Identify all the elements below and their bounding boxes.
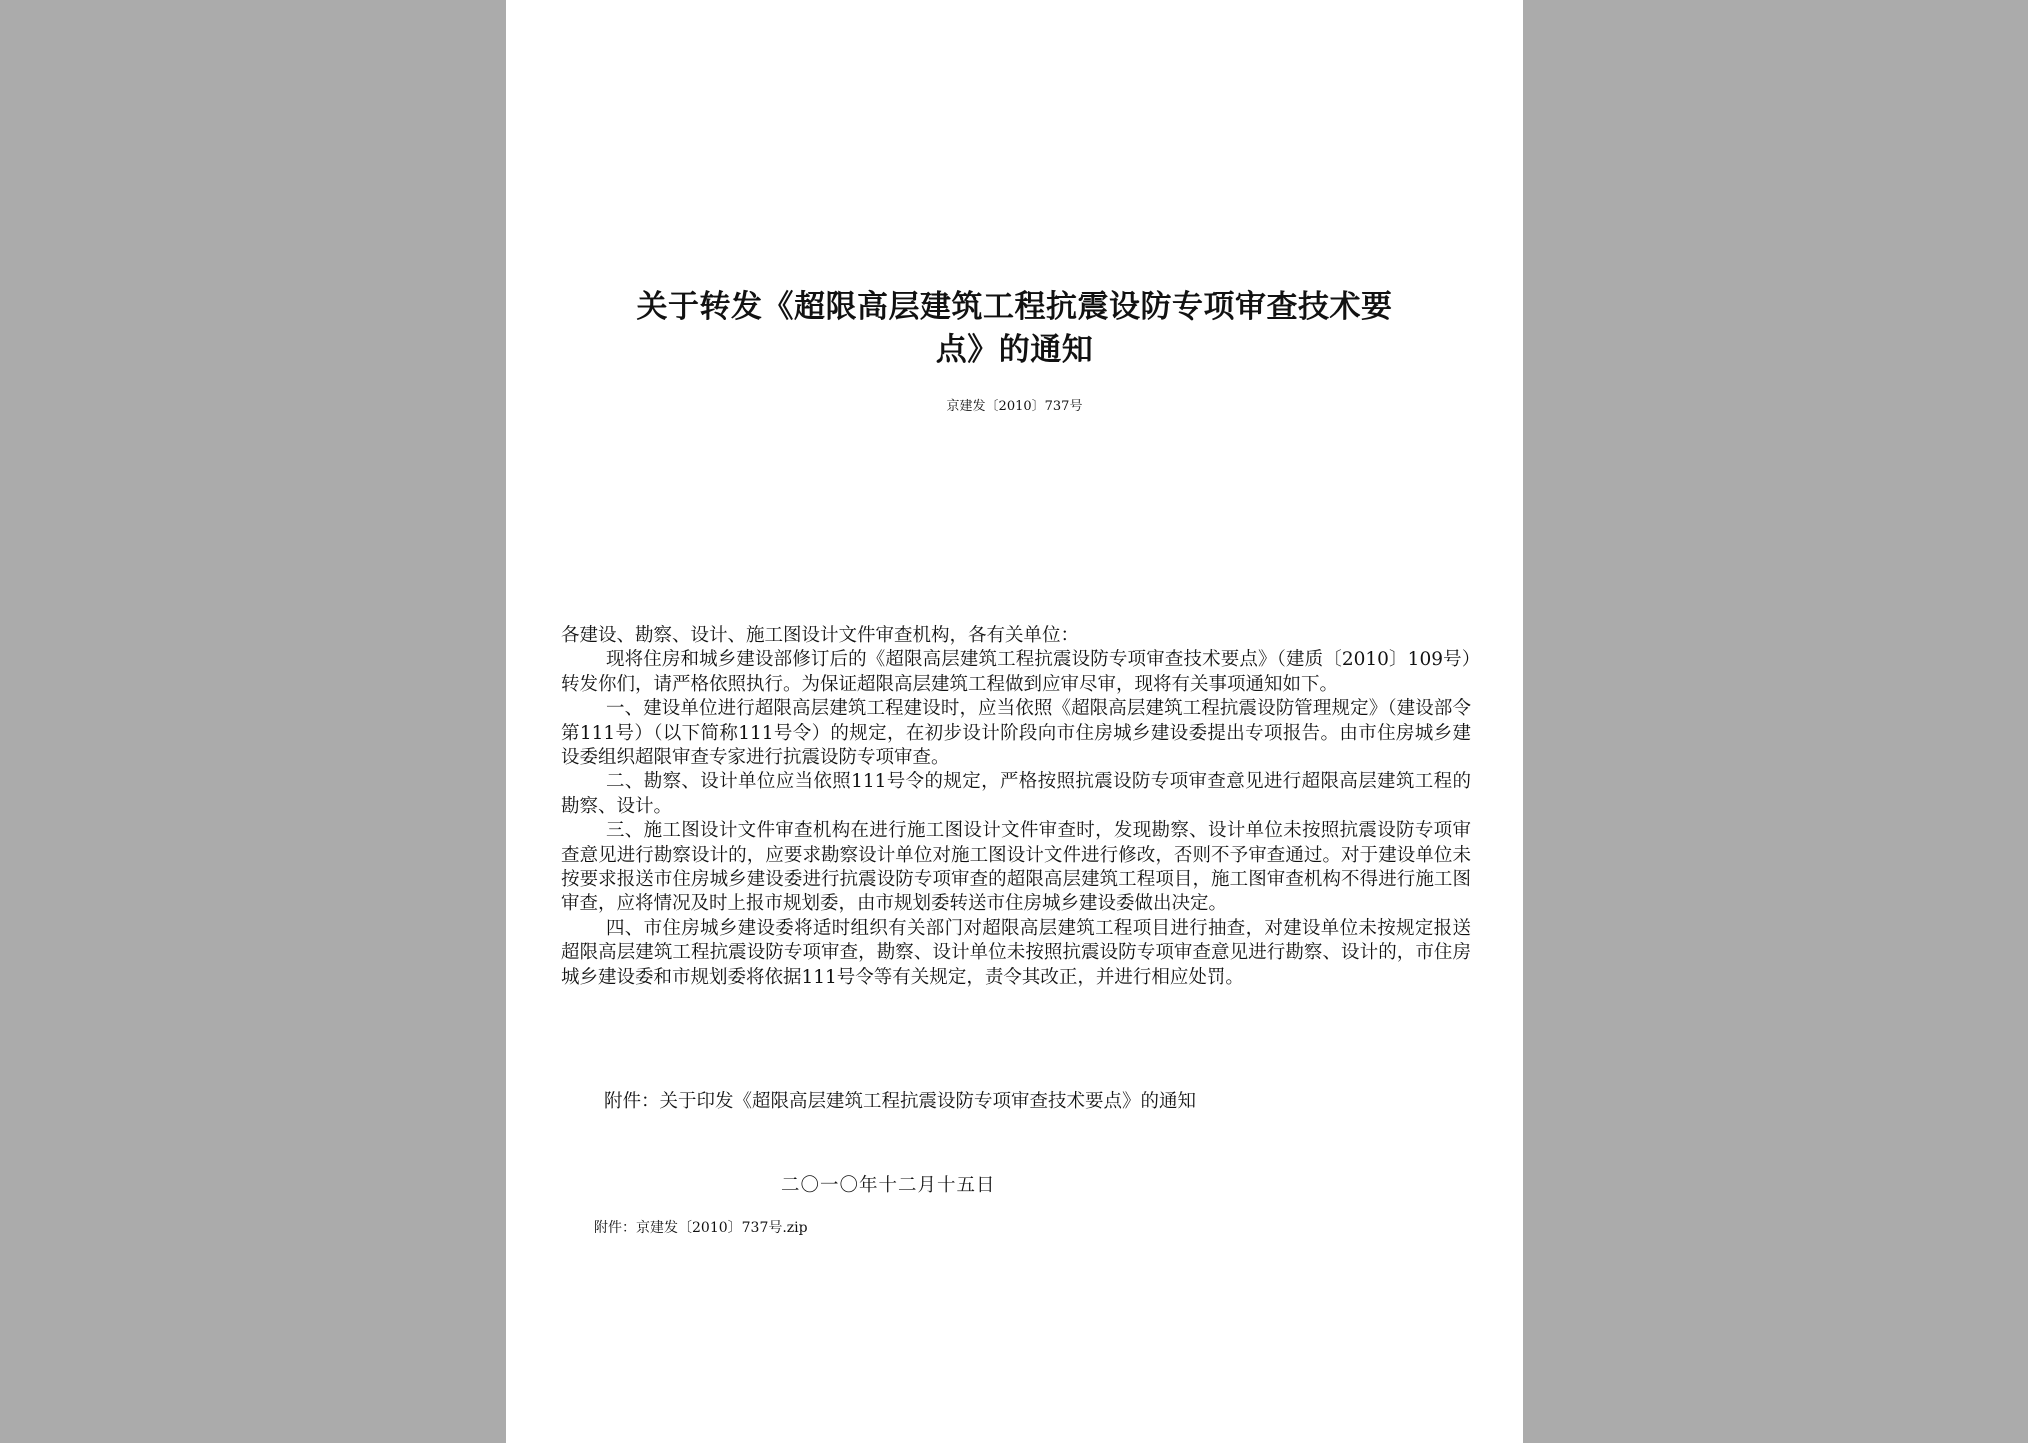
document-number: 京建发〔2010〕737号	[946, 399, 1083, 414]
document-body	[561, 624, 1471, 990]
document-page	[506, 0, 1523, 1443]
paragraph-item-2: 二、勘察、设计单位应当依照111号令的规定，严格按照抗震设防专项审查意见进行超限高层建筑工程的勘察、设计。	[561, 771, 1471, 817]
title-line-2: 点》的通知	[935, 332, 1094, 368]
salutation: 各建设、勘察、设计、施工图设计文件审查机构，各有关单位：	[561, 625, 1080, 646]
paragraph-item-1: 一、建设单位进行超限高层建筑工程建设时，应当依照《超限高层建筑工程抗震设防管理规定》（建设部令第111号）（以下简称111号令）的规定，在初步设计阶段向市住房城乡建设委提出专项报告。由市住房城乡建设委组织超限审查专家进行抗震设防专项审查。	[561, 698, 1471, 769]
paragraph-item-3: 三、施工图设计文件审查机构在进行施工图设计文件审查时，发现勘察、设计单位未按照抗震设防专项审查意见进行勘察设计的，应要求勘察设计单位对施工图设计文件进行修改，否则不予审查通过。对于建设单位未按要求报送市住房城乡建设委进行抗震设防专项审查的超限高层建筑工程项目，施工图审查机构不得进行施工图审查，应将情况及时上报市规划委，由市规划委转送市住房城乡建设委做出决定。	[561, 820, 1471, 915]
paragraph-intro: 现将住房和城乡建设部修订后的《超限高层建筑工程抗震设防专项审查技术要点》（建质〔2010〕109号）转发你们，请严格依照执行。为保证超限高层建筑工程做到应审尽审，现将有关事项通知如下。	[561, 649, 1471, 695]
title-line-1: 关于转发《超限高层建筑工程抗震设防专项审查技术要	[636, 289, 1393, 325]
attachment-file-link[interactable]: 附件：京建发〔2010〕737号.zip	[594, 1220, 808, 1236]
attachment-note: 附件：关于印发《超限高层建筑工程抗震设防专项审查技术要点》的通知	[604, 1091, 1197, 1112]
paragraph-item-4: 四、市住房城乡建设委将适时组织有关部门对超限高层建筑工程项目进行抽查，对建设单位未按规定报送超限高层建筑工程抗震设防专项审查，勘察、设计单位未按照抗震设防专项审查意见进行勘察、设计的，市住房城乡建设委和市规划委将依据111号令等有关规定，责令其改正，并进行相应处罚。	[561, 917, 1471, 988]
page-title	[506, 286, 1523, 372]
document-date: 二〇一〇年十二月十五日	[781, 1175, 996, 1196]
